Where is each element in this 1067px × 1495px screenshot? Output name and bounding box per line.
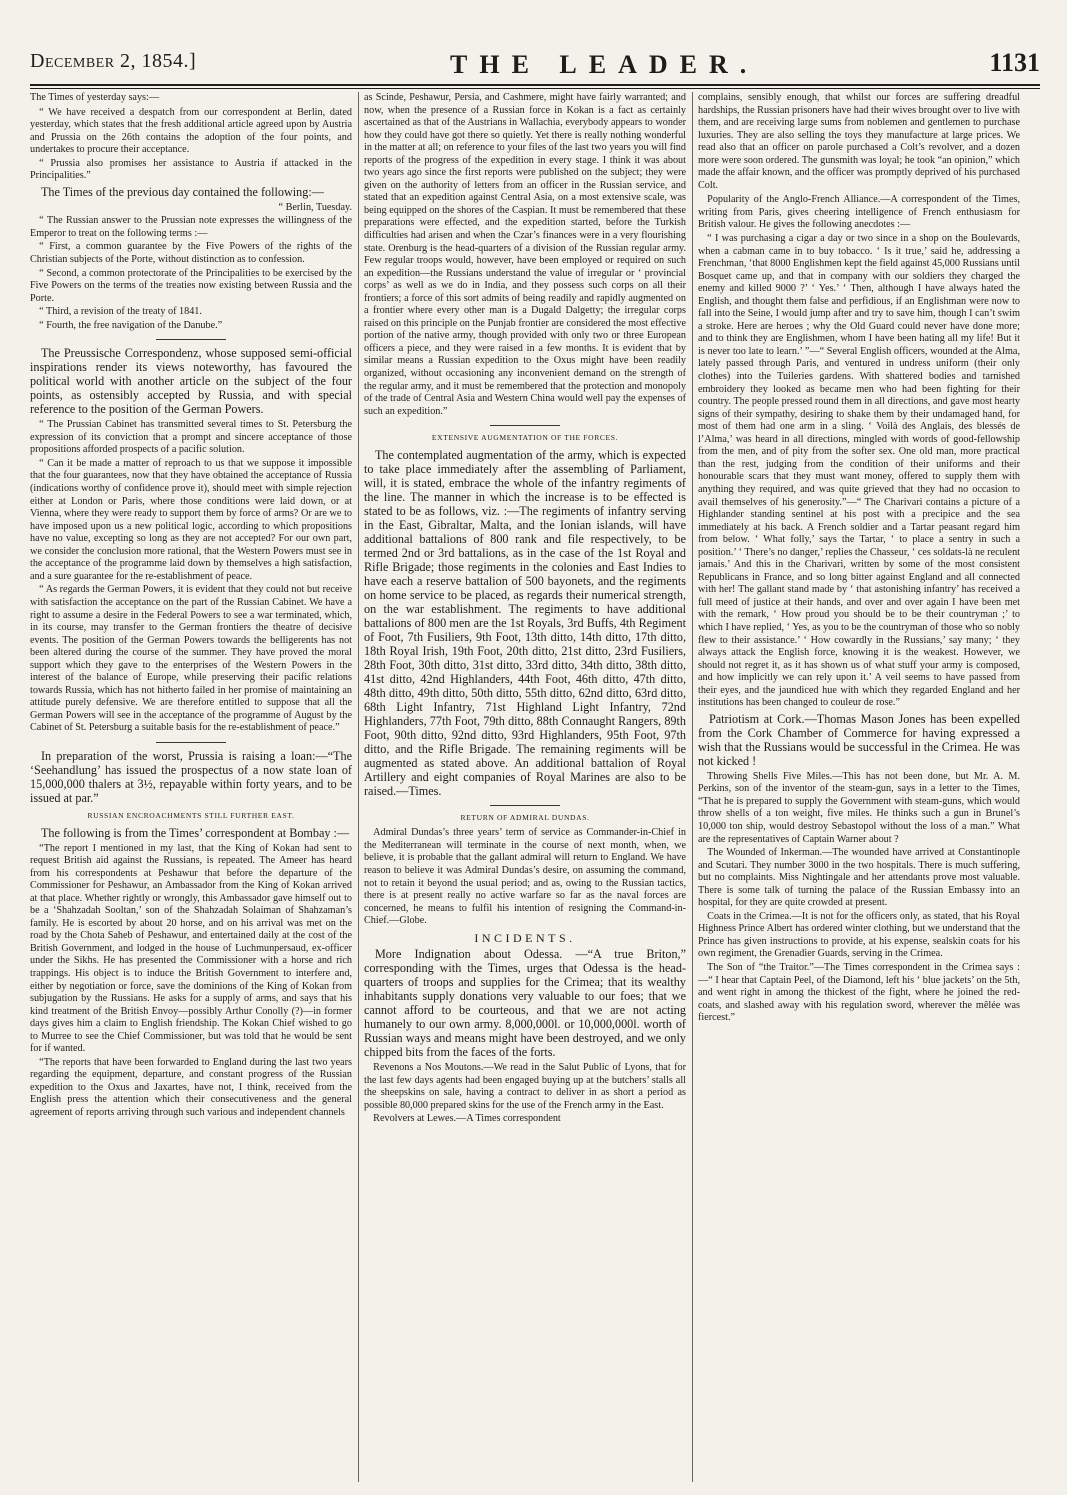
section-separator	[156, 339, 226, 340]
header-rule-thin	[30, 88, 1040, 89]
paragraph: The Wounded of Inkerman.—The wounded have arrived at Constantinople and Scutari. They number 3000 in the two hospitals. There is much suffering, but no complaints. Miss Nightingale and her attendants prove most valuable. There is some talk of turning the palace of the Russian Embassy into an hospital, for they are quite crowded at present.	[698, 847, 1020, 909]
page-number: 1131	[989, 48, 1040, 77]
column-3	[698, 92, 1020, 1487]
paragraph: “ First, a common guarantee by the Five Powers of the rights of the Christian subjects of the Porte, without distinction as to confession.	[30, 241, 352, 266]
paragraph: “The report I mentioned in my last, that the King of Kokan had sent to request British aid against the Russians, is repeated. The Ameer has heard from his correspondents at Peshawur that before the departure of the Commissioner for Peshawur, an Ambassador from the King of Kokan arrived at that place. Whether rightly or wrongly, this Ambassador gave himself out to be a ‘Shahzadah Sooltan,’ son of the Shahzadah Solaiman of Shahzaman’s family. He is escorted by about 20 horse, and on his arrival was met on the road by the Chota Saheb of Peshawur, and entertained daily at the cost of the British Government, and lodged in the house of Luchmunpersaud, ex-officer under the Sikhs. He has presented the Commissioner with a horse and rich trappings. His object is to induce the British Government to interfere and, either by negotiation or force, save the dominions of the King of Kokan from subjugation by the Russians. He asks for a supply of arms, and says that his kind treatment of the British Envoy—possibly Arthur Conolly (?)—in former days gives him a claim to English friendship. The Kokan Chief wished to go to Murree to see the Chief Commissioner, but was told that he would be sent for if wanted.	[30, 842, 352, 1055]
section-separator	[490, 425, 560, 426]
paragraph: Admiral Dundas’s three years’ term of service as Commander-in-Chief in the Mediterranean will terminate in the course of next month, when, we believe, it is probable that the gallant admiral will return to England. We have reason to believe it was Admiral Dundas’s desire, on assuming the command, not to retain it beyond the usual period; and as, owing to the Russian tactics, there is at present really no active warfare so far as the naval forces are concerned, he means to fulfil his intention of resigning the Command-in-Chief.—Globe.	[364, 827, 686, 927]
paragraph: “ I was purchasing a cigar a day or two since in a shop on the Boulevards, when a cabman came in to buy tobacco. ‘ Is it true,’ said he, addressing a Frenchman, ‘that 8000 Englishmen kept the field against 45,000 Russians until Bosquet came up, and that in company with our soldiers they charged the enemy and killed 9000 ?’ ‘ Yes.’ ‘ Then, although I have always hated the English, and thought them false and perfidious, if an Englishman were now to fall into the Seine, I would jump after and try to save him, though I can’t swim a stroke. Here are heroes ; why the Old Guard could never have done more; and to think they are Englishmen, whom I have been hating all my life! But it is never too late to learn.’ ”—“ Several English officers, wounded at the Alma, lately passed through Paris, and ventured in undress uniform (their only clothes) into the Tuileries gardens. With shattered bodies and tarnished embroidery they looked as became men who had been fighting for their country. The people pressed round them in all directions, and gave most hearty signs of their sympathy, desiring to shake them by their undamaged hand, for most of them had one arm in a sling. ‘ Voilà des Anglais, des blessés de l’Alma,’ was heard in all directions, mingled with words of good-fellowship from the men, and of pity from the softer sex. One old man, more practical than the rest, judging from the condition of their uniforms and their honourable scars that they must want money, offered to supply them with anything they required, and was quite grieved that they had no occasion to avail themselves of his generosity.”—“ The Charivari contains a picture of a Highlander standing sentinel at his post with a precipice and the sea immediately at his back. A French soldier and a Tartar peasant regard him from below. ‘ What folly,’ says the Tartar, ‘ to place a sentry in such a position.’ ‘ There’s no danger,’ replies the Chasseur, ‘ ces soldats-là ne reculent jamais.’ And this in the Charivari, written by some of the most consistent Republicans in France, and so long bitter against England and all connected with her! The gallant stand made by ‘ that astonishing infantry’ has received a full meed of justice at their hands, and over and over again I have been met with the remark, ‘ How proud you should be to be their countryman ;’ to which I have replied, ‘ Yes, as you to be the countryman of those who so nobly flew to their assistance.’ ‘ How cowardly in the Russians,’ say many; ‘ they always attack the English force, knowing it is the weakest. However, we should not regret it, as it has shown us of what stuff your army is composed, and how implicitly we can rely upon it.’ A veil seems to have passed from their eyes, and the jaundiced hue with which they regarded England and her institutions has been changed to couleur de rose.”	[698, 233, 1020, 709]
paragraph: “ We have received a despatch from our correspondent at Berlin, dated yesterday, which states that the fresh additional article agreed upon by Austria and Prussia on the 26th contains the adoption of the four points, and undertakes to procure their acceptance.	[30, 106, 352, 156]
paragraph: The Times of the previous day contained the following:—	[40, 184, 324, 199]
paragraph: Popularity of the Anglo-French Alliance.—A correspondent of the Times, writing from Paris, gives cheering intelligence of French enthusiasm for British valour. He gives the following anecdotes :—	[698, 194, 1020, 231]
column-divider	[692, 92, 693, 1482]
column-2	[364, 92, 686, 1487]
paragraph: “ Can it be made a matter of reproach to us that we suppose it impossible that the four guarantees, now that they have obtained the acceptance of Russia (indications worthy of confidence prove it), should meet with simple rejection either at London or Paris, where those conditions were laid down, or at Vienna, where they were ready to support them by force of arms? Or are we to have imposed upon us a new political logic, according to which propositions have no value, excepting so long as they are not accepted? For our own part, we consider the conclusion more rational, that the Western Powers must see in the acceptance of the programme laid down by themselves a high satisfaction, and a sure guarantee for the re-establishment of peace.	[30, 457, 352, 582]
column-1	[30, 92, 352, 1487]
paragraph: “ Fourth, the free navigation of the Danube.”	[39, 319, 223, 331]
paragraph: More Indignation about Odessa. —“A true Briton,” corresponding with the Times, urges that Odessa is the head-quarters of troops and supplies for the Crimea; that its wealthy inhabitants supply donations very valuable to our foes; that we cannot afford to be courteous, and that we are not acting humanely to our own army. 8,000,000l. or 10,000,000l. worth of Russian ways and means might have been destroyed, and we only chipped bits from the faces of the forts.	[364, 947, 686, 1060]
paragraph: The contemplated augmentation of the army, which is expected to take place immediately after the assembling of Parliament, will, it is stated, embrace the whole of the infantry regiments of the line. The manner in which the increase is to be effected is stated to be as follows, viz. :—The regiments of infantry serving in the East, Gibraltar, Malta, and the Ionian islands, will have additional battalions of 800 rank and file respectively, to be termed 2nd or 3rd battalions, as in the case of the 1st Royal and Rifle Brigade; those regiments in the colonies and East Indies to have each a reserve battalion of 500 bayonets, and the regiments on home service to be placed, as regards their numerical strength, on the war establishment. The regiments to have additional battalions of 800 men are the 1st Royals, 3rd Buffs, 4th Regiment of Foot, 7th Fusiliers, 9th Foot, 13th ditto, 14th ditto, 17th ditto, 18th Royal Irish, 19th Foot, 20th ditto, 21st ditto, 23rd Fusiliers, 28th Foot, 30th ditto, 31st ditto, 33rd ditto, 34th ditto, 38th ditto, 41st ditto, 42nd Highlanders, 44th Foot, 46th ditto, 47th ditto, 48th ditto, 49th ditto, 50th ditto, 55th ditto, 62nd ditto, 63rd ditto, 68th Light Infantry, 71st Highland Light Infantry, 72nd Highlanders, 77th Foot, 79th ditto, 88th Connaught Rangers, 89th Foot, 90th ditto, 92nd ditto, 93rd Highlanders, 95th Foot, 97th ditto, and the Rifle Brigade. The remaining regiments will be augmented as stated above. An additional battalion of Royal Artillery and eight companies of Royal Marines are also to be raised.—Times.	[364, 447, 686, 798]
section-heading: EXTENSIVE AUGMENTATION OF THE FORCES.	[431, 433, 619, 443]
paragraph: The following is from the Times’ correspondent at Bombay :—	[40, 825, 350, 840]
paragraph: The Times of yesterday says:—	[30, 92, 160, 103]
paragraph: “ Second, a common protectorate of the Principalities to be exercised by the Five Powers on the terms of the treaties now existing between Russia and the Porte.	[30, 267, 352, 304]
section-heading: RUSSIAN ENCROACHMENTS STILL FURTHER EAST.	[87, 810, 295, 820]
paragraph: “ As regards the German Powers, it is evident that they could not but receive with satisfaction the acceptance on the part of the Russian Cabinet. We have a right to assume a desire in the Federal Powers to see a war terminated, which, in its course, may transfer to the German frontiers the theatre of decisive events. The position of the German Powers towards the belligerents has not been altered during the course of the summer. They have proved the moral support which they gave to the enterprises of the Western Powers in the interest of the balance of Europe, while preserving their pacific relations towards Russia, which has not hitherto failed in her promise of maintaining an attitude purely defensive. We are therefore entitled to suppose that all the German Powers will see in the acceptance of the programme of August by the Cabinet of St. Petersburg a suitable basis for the re-establishment of peace.”	[30, 584, 352, 734]
issue-date: December 2, 1854.]	[30, 50, 197, 72]
section-separator	[156, 742, 226, 743]
paragraph: Coats in the Crimea.—It is not for the officers only, as stated, that his Royal Highness Prince Albert has ordered winter clothing, but we understand that the Prince has given instructions to provide, at his expense, sealskin coats for his own regiment, the Grenadier Guards, serving in the Crimea.	[698, 910, 1020, 960]
column-divider	[358, 92, 359, 1482]
page-header	[30, 50, 1040, 86]
paragraph: as Scinde, Peshawur, Persia, and Cashmere, might have fairly warranted; and now, when the presence of a Russian force in Kokan is a fact as certainly ascertained as that of the Austrians in Wallachia, everybody appears to wonder how they could have got there so quietly. Yet there is really nothing wonderful in the matter at all; on reference to your files of the last two years you will find reports of the progress of the expedition in every stage. I think it was about two years ago since the first reports were published on the subject; they were given on the authority of letters from an officer in the Russian service, and stated that an expedition against Central Asia, on a most extensive scale, was being equipped on the shores of the Caspian. It must be remembered that these preparations were effected, and the expedition started, before the Turkish difficulties had arisen and when the Czar’s finances were in a very flourishing state. Orenburg is the head-quarters of a division of the Russian regular army. Few regular troops would, however, have been employed or required on such an expedition—the Russians understand the value of irregular or ‘ provincial corps’ as well as we do in India, and they possess such corps on all their frontiers; a force of this sort admits of being readily and rapidly augmented on a frontier where every other man is a Dugald Dalgetty; the irregular corps raised on this principle on the Punjab frontier are considered the most effective portion of the native army, though provided with only two or three European officers a piece, and they were raised in a few months. It is evident that by similar means a Russian expedition to the Oxus might have been readily organized, without occasioning any inconvenient demand on the strength of the regular army, and it must be remembered that the protection and monopoly of the trade of Central Asia and Western China would well pay the expenses of such an expedition.”	[364, 92, 686, 417]
incidents-heading: INCIDENTS.	[474, 930, 576, 945]
paragraph: Revolvers at Lewes.—A Times correspondent	[373, 1113, 561, 1125]
paragraph: “The reports that have been forwarded to England during the last two years regarding the equipment, departure, and constant progress of the Russian expedition to the Oxus and Jaxartes, have not, I think, received from the English press the attention which their consecutiveness and the general agreement of reports arriving through such various and independent channels	[30, 1056, 352, 1118]
header-rule	[30, 84, 1040, 86]
dateline: “ Berlin, Tuesday.	[278, 201, 352, 213]
paragraph: “ Prussia also promises her assistance to Austria if attacked in the Principalities.”	[30, 157, 352, 182]
masthead-title: THE LEADER.	[450, 50, 759, 79]
paragraph: The Son of “the Traitor.”—The Times correspondent in the Crimea says :—“ I hear that Captain Peel, of the Diamond, left his ‘ blue jackets’ on the 5th, and went right in among the thickest of the fight, where he joined the red-coats, and slashed away with his regulation sword, wherever the mêlée was fiercest.”	[698, 962, 1020, 1024]
section-separator	[490, 805, 560, 806]
paragraph: “ The Prussian Cabinet has transmitted several times to St. Petersburg the expression of its conviction that a prompt and sincere acceptance of those propositions afforded prospects of a pacific solution.	[30, 419, 352, 456]
paragraph: The Preussische Correspondenz, whose supposed semi-official inspirations render its views noteworthy, has favoured the political world with another article on the subject of the four points, as ostensibly accepted by Russia, and with special reference to the position of the German Powers.	[30, 346, 352, 417]
paragraph: “ The Russian answer to the Prussian note expresses the willingness of the Emperor to treat on the following terms :—	[30, 215, 352, 239]
paragraph: In preparation of the worst, Prussia is raising a loan:—“The ‘Seehandlung’ has issued the prospectus of a now state loan of 15,000,000 thalers at 3½, repayable within forty years, and to be issued at par.”	[30, 748, 352, 805]
section-heading: RETURN OF ADMIRAL DUNDAS.	[460, 812, 590, 822]
paragraph: “ Third, a revision of the treaty of 1841.	[39, 306, 202, 318]
paragraph: Revenons a Nos Moutons.—We read in the Salut Public of Lyons, that for the last few days agents had been engaged buying up at the butchers’ stalls all the sheepskins on sale, having a contract to deliver in as short a period as possible 80,000 prepared skins for the use of the French army in the East.	[364, 1062, 686, 1111]
paragraph: Throwing Shells Five Miles.—This has not been done, but Mr. A. M. Perkins, son of the inventor of the steam-gun, says in a letter to the Times, “That he is prepared to supply the Government with steam-guns, which would throw shells of a ton weight, five miles. He thinks such a gun in Brunel’s 10,000 ton ship, would destroy Sebastopol without the loss of a man.” What are the representatives of Captain Warner about ?	[698, 770, 1020, 845]
paragraph: Patriotism at Cork.—Thomas Mason Jones has been expelled from the Cork Chamber of Commerce for having expressed a wish that the Russians would be successful in the Crimea. He was not kicked !	[698, 711, 1020, 768]
paragraph: complains, sensibly enough, that whilst our forces are suffering dreadful hardships, the Russian prisoners have had their wives brought over to live with them, and are receiving large sums from noblemen and gentlemen to purchase luxuries. They are also selling the toys they manufacture at large prices. We read also that an officer on parole purchased a Colt’s revolver, and a dozen more were soon ordered. The gunsmith was loyal; he took “an opinion,” which made the affair known, and the officer was promptly deprived of his purchased Colt.	[698, 92, 1020, 191]
